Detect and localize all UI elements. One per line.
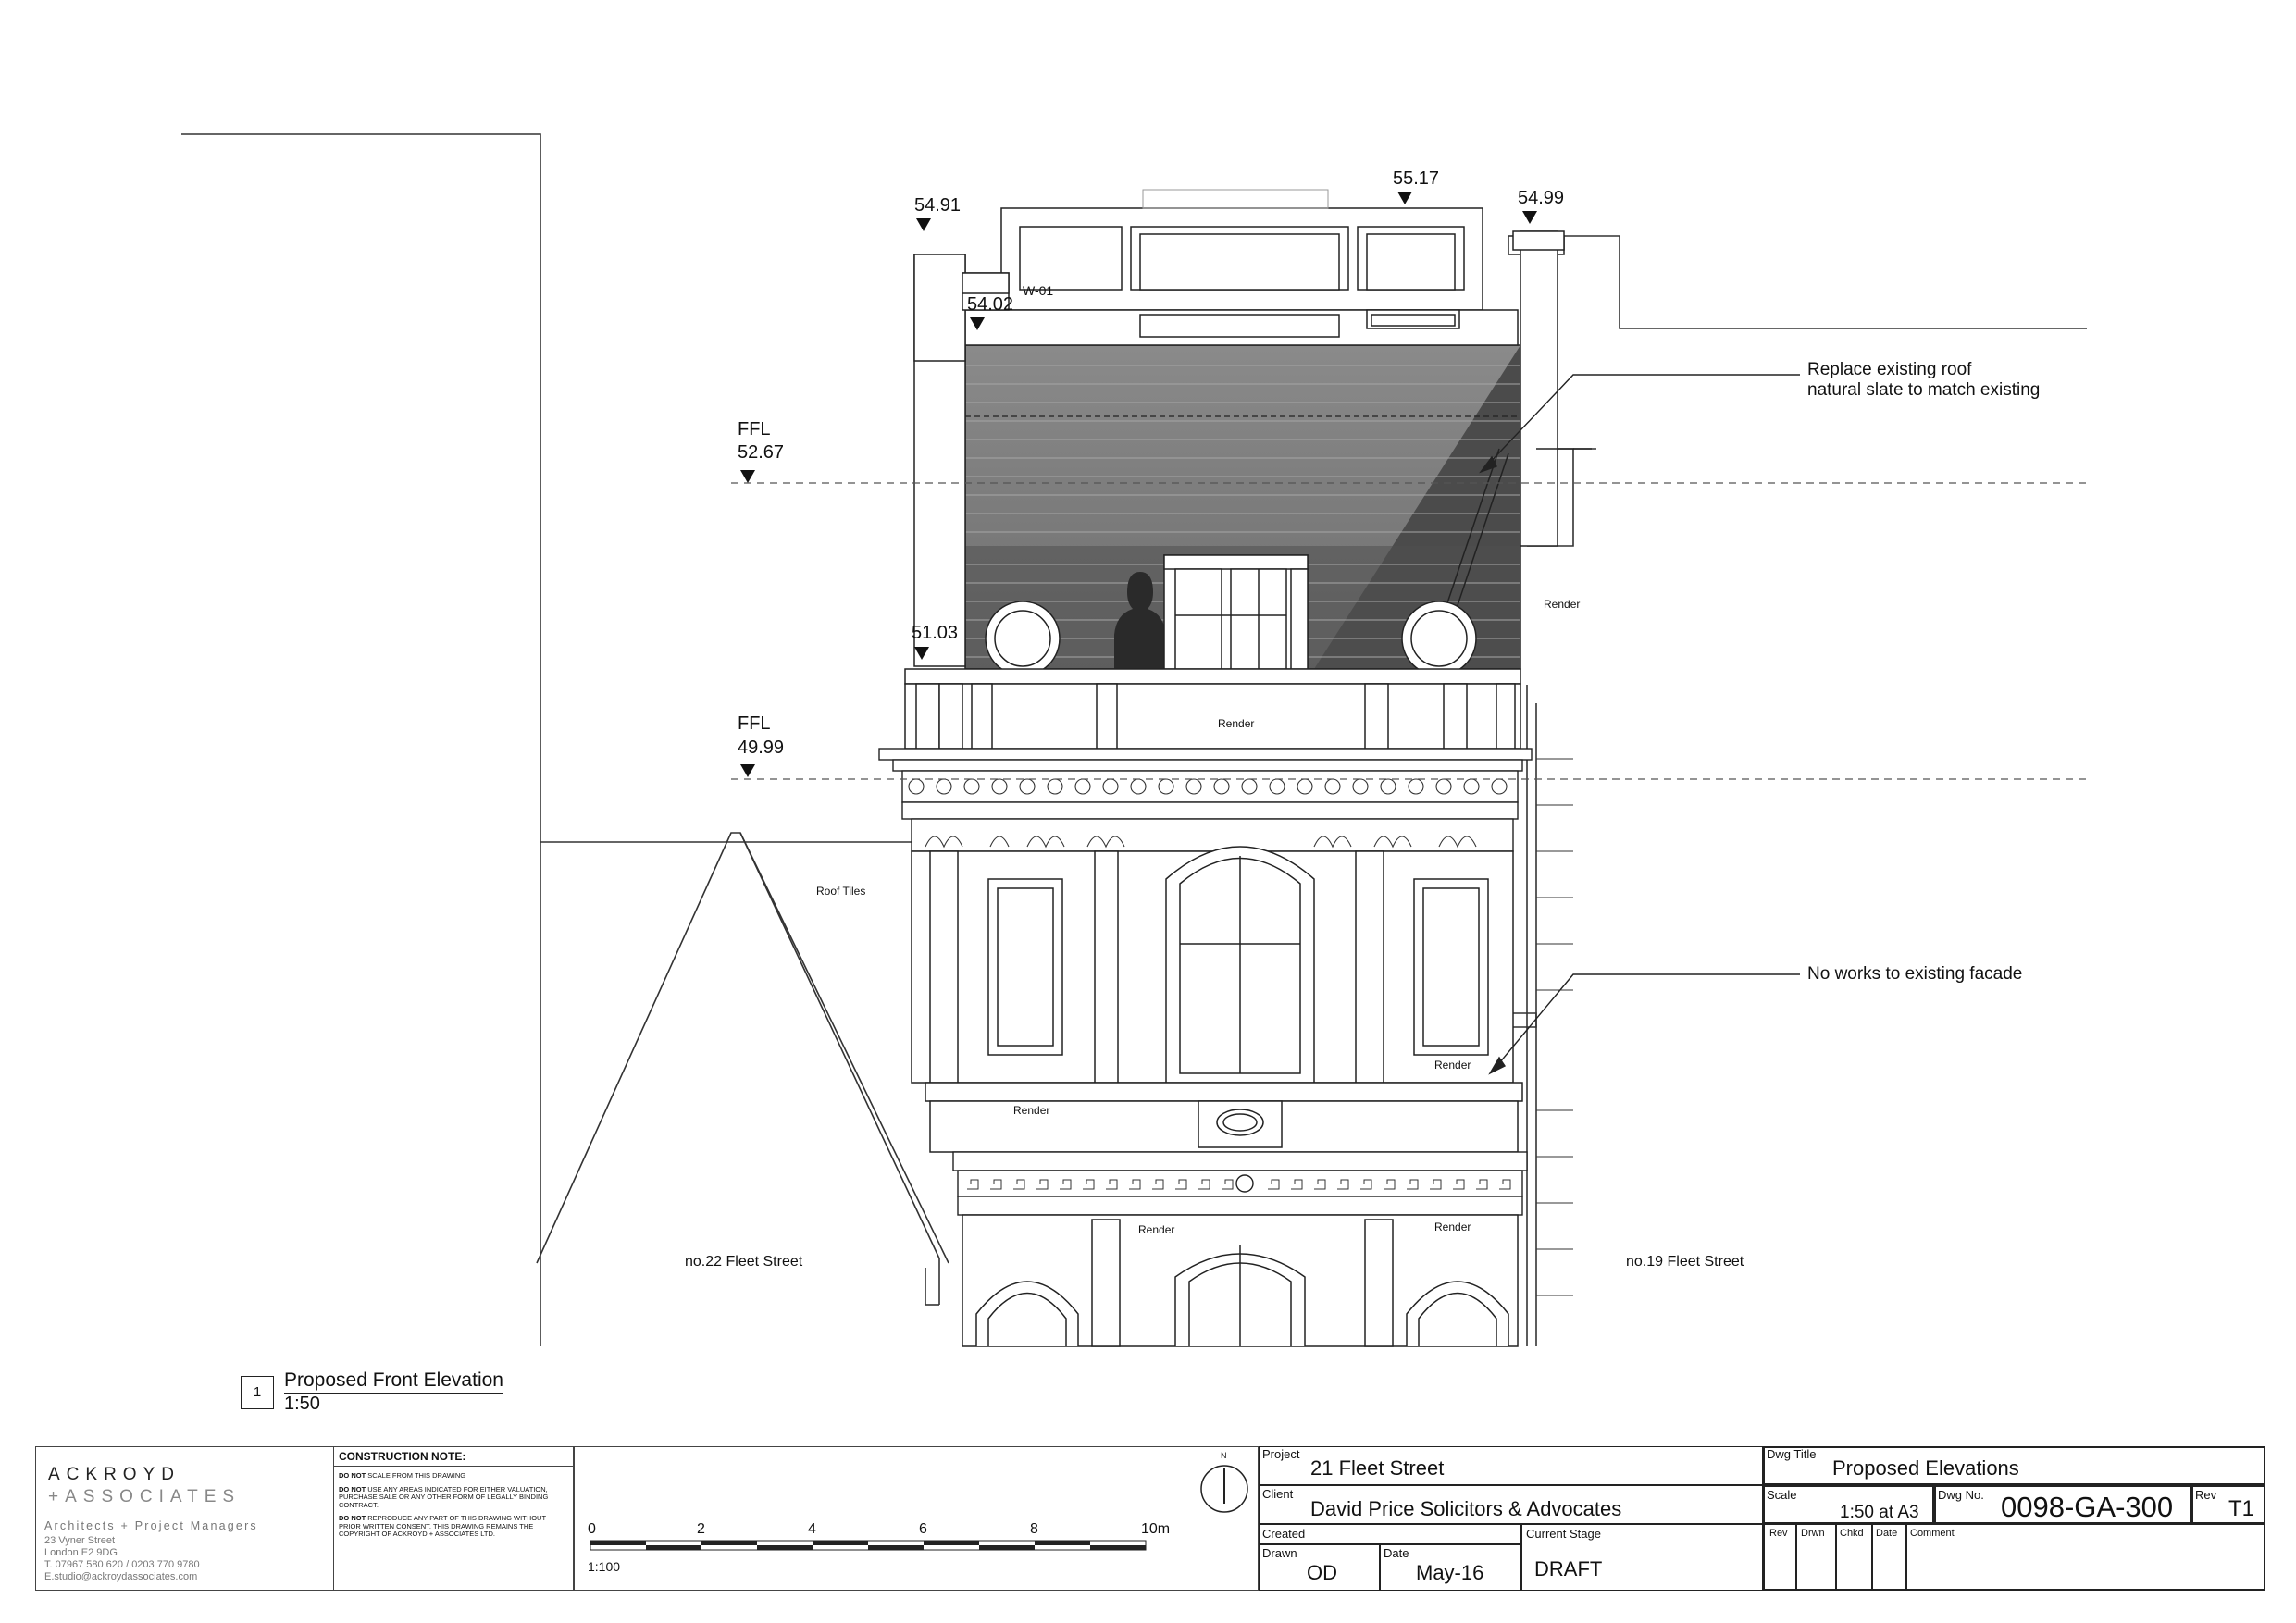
construction-note-item: DO NOT USE ANY AREAS INDICATED FOR EITHER VALUATION, PURCHASE SALE OR ANY OTHER FORM OF LEGALLY BINDING CONTRACT. xyxy=(339,1484,549,1509)
scale-tick-10m: 10m xyxy=(1141,1521,1171,1537)
view-number-box: 1 xyxy=(241,1376,274,1409)
window-tag: W-01 xyxy=(1023,283,1054,298)
level-54-02-value: 54.02 xyxy=(967,294,1014,315)
rev-header-drwn: Drwn xyxy=(1801,1528,1825,1539)
level-ffl-lower-label: FFL xyxy=(738,713,771,734)
firm-logo xyxy=(48,1465,241,1507)
stage-label: Current Stage xyxy=(1526,1527,1601,1541)
north-label: N xyxy=(1221,1451,1227,1460)
view-scale: 1:50 xyxy=(284,1394,320,1414)
firm-address1: 23 Vyner Street xyxy=(44,1535,116,1546)
drawn-value: OD xyxy=(1307,1561,1337,1584)
roof-note-line1: Replace existing roof xyxy=(1807,360,1972,379)
scale-ratio: 1:100 xyxy=(588,1559,621,1574)
dwg-no-value: 0098-GA-300 xyxy=(2001,1491,2174,1523)
rev-header-date: Date xyxy=(1876,1528,1898,1539)
roof-lantern xyxy=(962,190,1518,345)
scale-bar-cell xyxy=(574,1446,1259,1591)
rev-header-comment: Comment xyxy=(1910,1528,1955,1539)
level-54-02-marker-icon xyxy=(970,317,985,330)
level-49-99-value: 49.99 xyxy=(738,737,785,758)
firm-name-line1: ACKROYD xyxy=(48,1465,180,1484)
level-52-67-marker-icon xyxy=(740,470,755,483)
level-ffl-upper-label: FFL xyxy=(738,419,771,440)
dwg-no-label: Dwg No. xyxy=(1938,1488,1984,1502)
lower-cornice xyxy=(953,1152,1527,1215)
level-52-67-value: 52.67 xyxy=(738,442,785,463)
project-label: Project xyxy=(1262,1447,1300,1461)
scale-tick-0: 0 xyxy=(588,1521,596,1537)
scale-tick-4: 4 xyxy=(808,1521,816,1537)
level-51-03-value: 51.03 xyxy=(912,623,959,643)
render-label-right-bay: Render xyxy=(1434,1059,1471,1072)
level-54-91-value: 54.91 xyxy=(914,195,962,216)
level-55-17-value: 55.17 xyxy=(1393,168,1440,189)
scale-tick-8: 8 xyxy=(1030,1521,1038,1537)
dwg-scale-label: Scale xyxy=(1767,1488,1797,1502)
dwg-rev-value: T1 xyxy=(2228,1496,2255,1521)
date-value: May-16 xyxy=(1416,1561,1484,1584)
neighbour-right-label: no.19 Fleet Street xyxy=(1626,1254,1744,1270)
construction-note-heading: CONSTRUCTION NOTE: xyxy=(339,1450,466,1463)
right-neighbour-outline xyxy=(1476,236,2087,1346)
render-label-parapet: Render xyxy=(1218,717,1255,730)
facade-note: No works to existing facade xyxy=(1807,964,2023,984)
level-51-03-marker-icon xyxy=(914,647,929,660)
roof-note-line2: natural slate to match existing xyxy=(1807,380,2041,400)
render-label-chimney: Render xyxy=(1544,598,1581,611)
level-54-91-marker-icon xyxy=(916,218,931,231)
scale-bar xyxy=(590,1539,1183,1552)
render-label-ground-right: Render xyxy=(1434,1220,1471,1233)
created-label: Created xyxy=(1262,1527,1306,1541)
north-arrow-icon xyxy=(1197,1457,1252,1515)
scale-tick-2: 2 xyxy=(697,1521,705,1537)
dwg-scale-value: 1:50 at A3 xyxy=(1840,1503,1919,1522)
rev-header-row xyxy=(1763,1524,2265,1542)
level-55-17-marker-icon xyxy=(1397,192,1412,204)
firm-phone: T. 07967 580 620 / 0203 770 9780 xyxy=(44,1559,200,1570)
dwg-title-label: Dwg Title xyxy=(1767,1447,1817,1461)
roof-tiles-label: Roof Tiles xyxy=(816,885,866,898)
parapet xyxy=(905,669,1520,749)
dormer-window xyxy=(1164,555,1308,669)
construction-note-item: DO NOT SCALE FROM THIS DRAWING xyxy=(339,1471,466,1480)
firm-name-line2: +ASSOCIATES xyxy=(48,1487,242,1506)
render-label-left-bay: Render xyxy=(1013,1104,1050,1117)
title-block xyxy=(35,1446,2265,1591)
construction-note-item: DO NOT REPRODUCE ANY PART OF THIS DRAWING WITHOUT PRIOR WRITTEN CONSENT. THIS DRAWING REMAINS THE COPYRIGHT OF ACKROYD + ASSOCIATES LTD. xyxy=(339,1514,546,1538)
neighbour-left-label: no.22 Fleet Street xyxy=(685,1254,803,1270)
drawn-label: Drawn xyxy=(1262,1546,1297,1560)
dwg-rev-label: Rev xyxy=(2195,1488,2217,1502)
cornice xyxy=(879,749,1532,851)
render-label-ground-left: Render xyxy=(1138,1223,1175,1236)
left-neighbour-outline xyxy=(181,134,949,1346)
facade-upper xyxy=(912,847,1522,1152)
firm-email: E.studio@ackroydassociates.com xyxy=(44,1571,198,1582)
level-54-99-value: 54.99 xyxy=(1518,188,1565,208)
project-name: 21 Fleet Street xyxy=(1310,1456,1445,1480)
dwg-title: Proposed Elevations xyxy=(1832,1456,2019,1480)
date-label: Date xyxy=(1384,1546,1409,1560)
rev-header-rev: Rev xyxy=(1769,1528,1788,1539)
stage-value: DRAFT xyxy=(1534,1557,1603,1580)
rev-header-chkd: Chkd xyxy=(1840,1528,1864,1539)
level-49-99-marker-icon xyxy=(740,764,755,777)
client-name: David Price Solicitors & Advocates xyxy=(1310,1497,1622,1520)
view-title: Proposed Front Elevation xyxy=(284,1369,503,1394)
facade-ground xyxy=(962,1215,1518,1346)
firm-tagline: Architects + Project Managers xyxy=(44,1519,258,1532)
scale-tick-6: 6 xyxy=(919,1521,927,1537)
construction-note-body xyxy=(339,1472,565,1544)
level-54-99-marker-icon xyxy=(1522,211,1537,224)
client-label: Client xyxy=(1262,1487,1294,1501)
firm-address2: London E2 9DG xyxy=(44,1547,118,1558)
